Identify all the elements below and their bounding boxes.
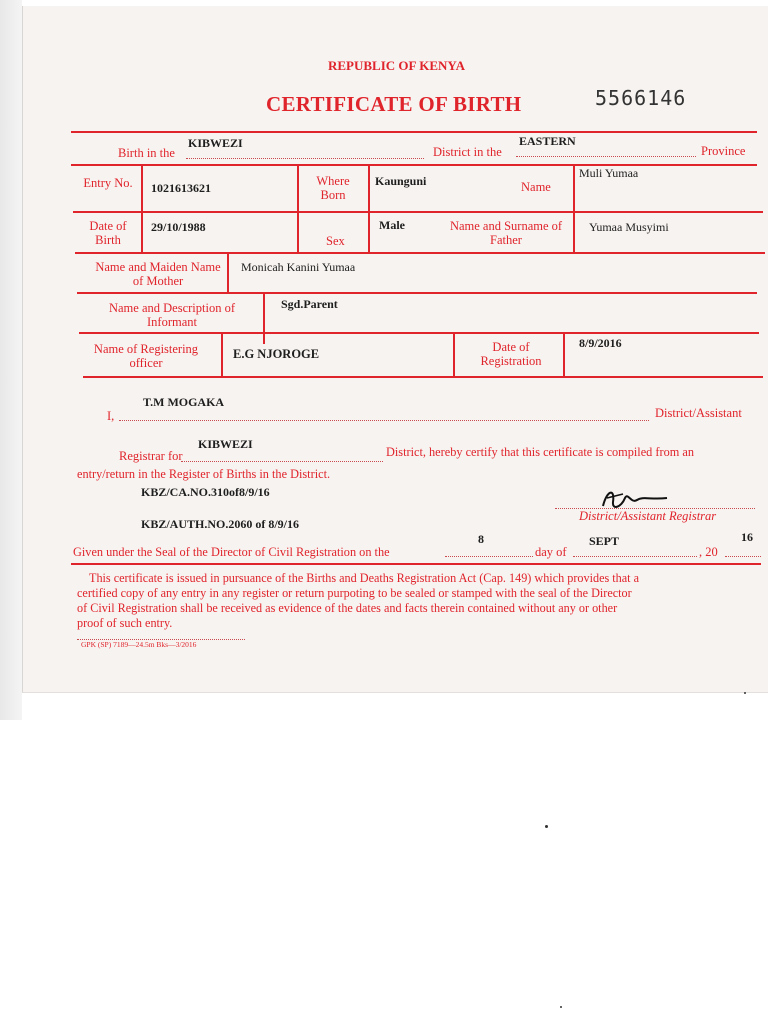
- birth-in-value: KIBWEZI: [188, 136, 243, 150]
- scan-edge-shadow: [0, 0, 22, 720]
- month-value: SEPT: [589, 534, 620, 548]
- dob-label: Date of Birth: [89, 219, 127, 247]
- serial-number: 5566146: [595, 86, 687, 110]
- day-of-label: day of: [535, 545, 567, 559]
- father-label: Name and Surname of Father: [449, 219, 563, 247]
- col-officer: [221, 334, 223, 378]
- year-prefix: , 20: [699, 545, 718, 559]
- month-dots: [573, 556, 697, 557]
- birth-in-dots: [186, 158, 424, 159]
- dob-value: 29/10/1988: [151, 220, 206, 234]
- province-label: Province: [701, 144, 746, 158]
- registrar-for-dots: [181, 461, 383, 462]
- given-text: Given under the Seal of the Director of Civil Registration on the: [73, 545, 390, 559]
- father-value: Yumaa Musyimi: [589, 220, 669, 234]
- footer-line-4: proof of such entry.: [77, 616, 173, 630]
- auth-number: KBZ/AUTH.NO.2060 of 8/9/16: [141, 517, 300, 531]
- col-informant: [263, 294, 265, 344]
- officer-value: E.G NJOROGE: [233, 347, 320, 361]
- rule-row2: [75, 252, 765, 254]
- province-value: EASTERN: [519, 134, 576, 148]
- registrar-for-label: Registrar for: [119, 449, 183, 463]
- certificate-paper: [22, 6, 768, 693]
- district-in-dots: [516, 156, 696, 157]
- col-mother: [227, 254, 229, 294]
- scan-speck: [560, 1006, 562, 1008]
- sex-label: Sex: [326, 234, 345, 248]
- col-reg-date-2: [563, 334, 565, 378]
- informant-value: Sgd.Parent: [281, 297, 338, 311]
- col-4: [573, 164, 575, 254]
- entry-text: entry/return in the Register of Births in the District.: [77, 467, 331, 481]
- reg-date-label: Date of Registration: [480, 340, 542, 368]
- rule-row5: [83, 376, 763, 378]
- rule-footer: [71, 563, 761, 565]
- day-dots: [445, 556, 533, 557]
- registrar-name: T.M MOGAKA: [143, 395, 225, 409]
- scan-speck: [744, 692, 746, 694]
- rule-table-top: [71, 164, 757, 166]
- mother-label: Name and Maiden Name of Mother: [95, 260, 221, 288]
- col-1: [141, 164, 143, 254]
- footer-line-3: of Civil Registration shall be received as evidence of the dates and facts therein contained without any or other: [77, 601, 618, 615]
- rule-row4: [79, 332, 759, 334]
- name-label: Name: [521, 180, 551, 194]
- col-2: [297, 164, 299, 254]
- registrar-name-dots: [119, 420, 649, 421]
- year-dots: [725, 556, 761, 557]
- rule-row3: [77, 292, 757, 294]
- scan-speck: [545, 825, 548, 828]
- informant-label: Name and Description of Informant: [108, 301, 235, 329]
- officer-label: Name of Registering officer: [93, 342, 199, 370]
- sex-value: Male: [379, 218, 405, 232]
- entry-no-label: Entry No.: [83, 176, 133, 190]
- col-3: [368, 164, 370, 254]
- district-in-label: District in the: [433, 145, 502, 159]
- where-born-value: Kaunguni: [375, 174, 427, 188]
- registrar-for-value: KIBWEZI: [198, 437, 253, 451]
- mother-value: Monicah Kanini Yumaa: [241, 260, 356, 274]
- rule-row1: [73, 211, 763, 213]
- certificate-title: CERTIFICATE OF BIRTH: [266, 92, 522, 116]
- day-value: 8: [478, 532, 484, 546]
- birth-in-label: Birth in the: [118, 146, 175, 160]
- year-value: 16: [741, 530, 753, 544]
- republic-heading: REPUBLIC OF KENYA: [328, 58, 466, 73]
- col-reg-date: [453, 334, 455, 378]
- footer-line-1: This certificate is issued in pursuance of the Births and Deaths Registration Act (Cap. 149) which provides that a: [89, 571, 639, 585]
- signature-title: District/Assistant Registrar: [579, 509, 717, 523]
- ca-number: KBZ/CA.NO.310of8/9/16: [141, 485, 270, 499]
- name-value: Muli Yumaa: [579, 166, 639, 180]
- footer-line-2: certified copy of any entry in any register or return purpoting to be sealed or stamped with the seal of the Director: [77, 586, 632, 600]
- printer-imprint: GPK (SP) 7189—24.5m Bks—3/2016: [81, 640, 197, 649]
- i-label: I,: [107, 409, 115, 423]
- reg-date-value: 8/9/2016: [579, 336, 622, 350]
- district-assistant-label: District/Assistant: [655, 406, 742, 420]
- rule-top: [71, 131, 757, 133]
- where-born-label: Where Born: [316, 174, 350, 202]
- entry-no-value: 1021613621: [151, 181, 211, 195]
- certify-text: District, hereby certify that this certificate is compiled from an: [386, 445, 694, 459]
